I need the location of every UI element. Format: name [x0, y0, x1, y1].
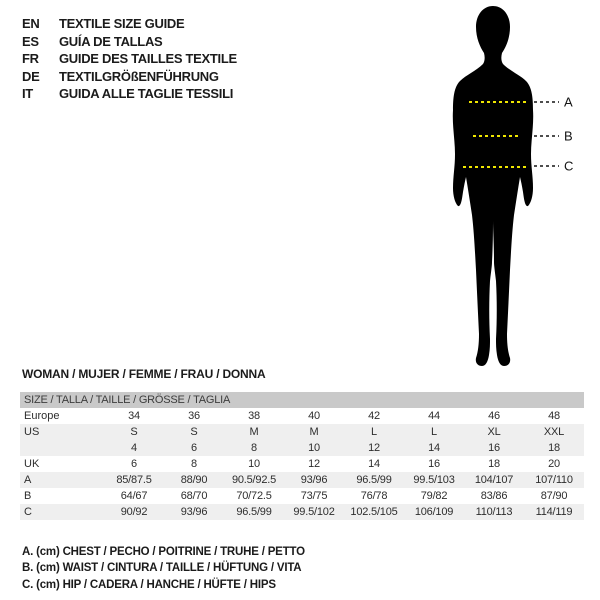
size-value-cell: 106/109: [414, 506, 454, 518]
size-value-cell: 114/119: [535, 506, 573, 518]
woman-silhouette: [453, 6, 533, 366]
size-value-cell: 102.5/105: [350, 506, 398, 518]
table-row: [20, 504, 584, 520]
size-value-cell: 96.5/99: [236, 506, 272, 518]
guide-title: TEXTILGRÖßENFÜHRUNG: [59, 68, 219, 84]
legend-line: C. (cm) HIP / CADERA / HANCHE / HÜFTE / HIPS: [22, 578, 276, 591]
guide-title: GUÍA DE TALLAS: [59, 33, 163, 49]
size-value-cell: 18: [548, 442, 560, 454]
marker-label-a: A: [564, 94, 573, 110]
size-value-cell: 68/70: [180, 490, 208, 502]
table-row: [20, 472, 584, 488]
table-row: [20, 408, 584, 424]
figure-wrap: [420, 0, 600, 375]
size-value-cell: XL: [487, 426, 501, 438]
size-value-cell: 76/78: [360, 490, 388, 502]
size-value-cell: L: [371, 426, 377, 438]
size-value-cell: 79/82: [420, 490, 448, 502]
section-title-woman: WOMAN / MUJER / FEMME / FRAU / DONNA: [22, 367, 266, 381]
row-label-cell: A: [24, 474, 32, 486]
size-value-cell: XXL: [543, 426, 565, 438]
size-value-cell: 46: [488, 410, 500, 422]
size-value-cell: 70/72.5: [236, 490, 272, 502]
guide-title: GUIDA ALLE TAGLIE TESSILI: [59, 86, 234, 102]
guide-title: TEXTILE SIZE GUIDE: [59, 16, 185, 32]
size-value-cell: 87/90: [540, 490, 568, 502]
size-value-cell: 48: [548, 410, 560, 422]
size-value-cell: 83/86: [480, 490, 508, 502]
measurement-legend: [22, 544, 305, 593]
size-value-cell: 110/113: [475, 506, 513, 518]
language-row: [22, 15, 237, 33]
size-value-cell: 73/75: [300, 490, 328, 502]
size-value-cell: 18: [488, 458, 500, 470]
size-value-cell: 34: [128, 410, 140, 422]
size-value-cell: 14: [428, 442, 440, 454]
table-row: [20, 424, 584, 440]
language-row: [22, 85, 237, 103]
size-value-cell: 10: [308, 442, 320, 454]
row-label-cell: US: [24, 426, 40, 438]
size-value-cell: M: [309, 426, 319, 438]
woman-silhouette-figure: [420, 0, 600, 375]
row-label-cell: C: [24, 506, 32, 518]
legend-line: A. (cm) CHEST / PECHO / POITRINE / TRUHE / PETTO: [22, 546, 305, 558]
size-table-header: SIZE / TALLA / TAILLE / GRÖSSE / TAGLIA: [20, 392, 584, 408]
size-value-cell: 6: [131, 458, 137, 470]
legend-line: B. (cm) WAIST / CINTURA / TAILLE / HÜFTUNG / VITA: [22, 562, 302, 575]
size-value-cell: 16: [428, 458, 440, 470]
size-value-cell: 64/67: [120, 490, 148, 502]
size-value-cell: 38: [248, 410, 260, 422]
size-value-cell: 8: [251, 442, 257, 454]
size-table-body: [20, 408, 584, 520]
size-value-cell: 12: [308, 458, 320, 470]
size-value-cell: M: [249, 426, 259, 438]
language-code: DE: [22, 68, 40, 84]
size-value-cell: 99.5/103: [413, 474, 455, 486]
size-value-cell: S: [190, 426, 198, 438]
language-block: [22, 15, 237, 103]
size-value-cell: 42: [368, 410, 380, 422]
row-label-cell: Europe: [24, 410, 60, 422]
language-row: [22, 33, 237, 51]
row-label-cell: B: [24, 490, 32, 502]
language-code: FR: [22, 51, 39, 67]
size-value-cell: 107/110: [535, 474, 573, 486]
size-value-cell: S: [130, 426, 138, 438]
language-code: IT: [22, 86, 33, 102]
table-row: [20, 488, 584, 504]
marker-label-b: B: [564, 128, 573, 144]
size-value-cell: 6: [191, 442, 197, 454]
size-value-cell: 104/107: [474, 474, 514, 486]
size-value-cell: 8: [191, 458, 197, 470]
size-value-cell: 90.5/92.5: [231, 474, 277, 486]
size-value-cell: 44: [428, 410, 440, 422]
size-table: [20, 392, 584, 520]
size-value-cell: 36: [188, 410, 200, 422]
table-row: [20, 456, 584, 472]
size-value-cell: 10: [248, 458, 260, 470]
size-value-cell: 85/87.5: [116, 474, 152, 486]
marker-label-c: C: [564, 158, 574, 174]
language-row: [22, 68, 237, 86]
size-value-cell: 93/96: [180, 506, 208, 518]
size-value-cell: 40: [308, 410, 320, 422]
size-value-cell: L: [431, 426, 437, 438]
table-row: [20, 440, 584, 456]
size-value-cell: 90/92: [120, 506, 148, 518]
size-value-cell: 93/96: [300, 474, 328, 486]
size-value-cell: 88/90: [180, 474, 208, 486]
size-value-cell: 20: [548, 458, 560, 470]
size-value-cell: 16: [488, 442, 500, 454]
size-value-cell: 99.5/102: [293, 506, 335, 518]
language-code: EN: [22, 16, 40, 32]
row-label-cell: UK: [24, 458, 40, 470]
language-row: [22, 50, 237, 68]
guide-title: GUIDE DES TAILLES TEXTILE: [59, 51, 237, 67]
size-value-cell: 4: [131, 442, 137, 454]
language-code: ES: [22, 33, 39, 49]
size-value-cell: 12: [368, 442, 380, 454]
size-value-cell: 14: [368, 458, 380, 470]
size-value-cell: 96.5/99: [356, 474, 392, 486]
